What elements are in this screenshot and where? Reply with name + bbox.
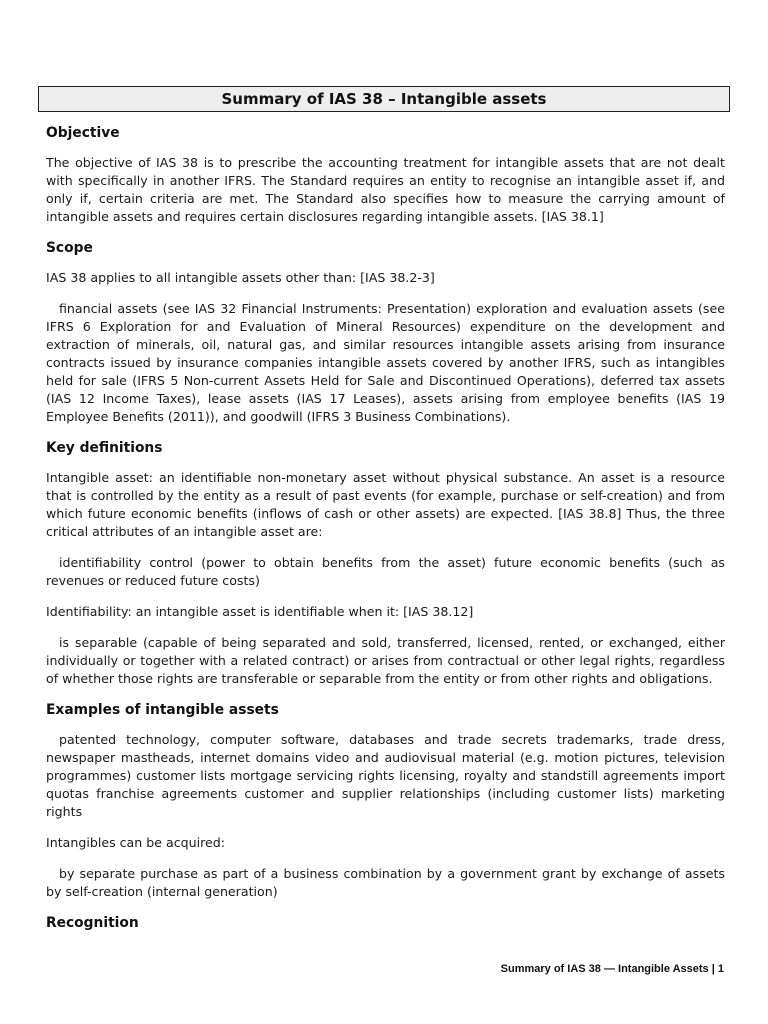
paragraph-examples: patented technology, computer software, databases and trade secrets trademarks, trade dress, newspaper mastheads, internet domains video and audiovisual material (e.g. motion pictures, television programmes) customer lists mortgage servicing rights licensing, royalty and standstill agreements import quotas franchise agreements customer and supplier relationships (including customer lists) marketing rights xyxy=(46,732,725,819)
paragraph-acquired-intro: Intangibles can be acquired: xyxy=(46,835,226,850)
document-body xyxy=(46,124,725,944)
paragraph-definition: Intangible asset: an identifiable non-monetary asset without physical substance. An asset is a resource that is controlled by the entity as a result of past events (for example, purchase or self-creation) and from which future economic benefits (inflows of cash or other assets) are expected. [IAS 38.8] Thus, the three critical attributes of an intangible asset are: xyxy=(46,470,725,539)
paragraph-identifiability: is separable (capable of being separated and sold, transferred, licensed, rented, or exchanged, either individually or together with a related contract) or arises from contractual or other legal rights, regardless of whether those rights are transferable or separable from the entity or from other rights and obligations. xyxy=(46,635,725,686)
paragraph-objective: The objective of IAS 38 is to prescribe the accounting treatment for intangible assets that are not dealt with specifically in another IFRS. The Standard requires an entity to recognise an intangible asset if, and only if, certain criteria are met. The Standard also specifies how to measure the carrying amount of intangible assets and requires certain disclosures regarding intangible assets. [IAS 38.1] xyxy=(46,155,725,224)
section-heading-examples: Examples of intangible assets xyxy=(46,702,279,718)
paragraph-attributes: identifiability control (power to obtain benefits from the asset) future economic benefits (such as revenues or reduced future costs) xyxy=(46,555,725,588)
section-heading-key-definitions: Key definitions xyxy=(46,440,163,456)
paragraph-scope-list: financial assets (see IAS 32 Financial Instruments: Presentation) exploration and evaluation assets (see IFRS 6 Exploration for and Evaluation of Mineral Resources) expenditure on the development and extraction of minerals, oil, natural gas, and similar resources intangible assets arising from insurance contracts issued by insurance companies intangible assets covered by another IFRS, such as intangibles held for sale (IFRS 5 Non-current Assets Held for Sale and Discontinued Operations), deferred tax assets (IAS 12 Income Taxes), lease assets (IAS 17 Leases), assets arising from employee benefits (IAS 19 Employee Benefits (2011)), and goodwill (IFRS 3 Business Combinations). xyxy=(46,301,725,424)
paragraph-acquired: by separate purchase as part of a business combination by a government grant by exchange of assets by self-creation (internal generation) xyxy=(46,866,725,899)
paragraph-scope-intro: IAS 38 applies to all intangible assets other than: [IAS 38.2-3] xyxy=(46,270,435,285)
paragraph-identifiability-intro: Identifiability: an intangible asset is identifiable when it: [IAS 38.12] xyxy=(46,604,474,619)
page-footer: Summary of IAS 38 — Intangible Assets | 1 xyxy=(500,963,724,975)
section-heading-recognition: Recognition xyxy=(46,915,139,931)
section-heading-scope: Scope xyxy=(46,240,93,256)
section-heading-objective: Objective xyxy=(46,125,120,141)
document-title: Summary of IAS 38 – Intangible assets xyxy=(38,86,730,112)
